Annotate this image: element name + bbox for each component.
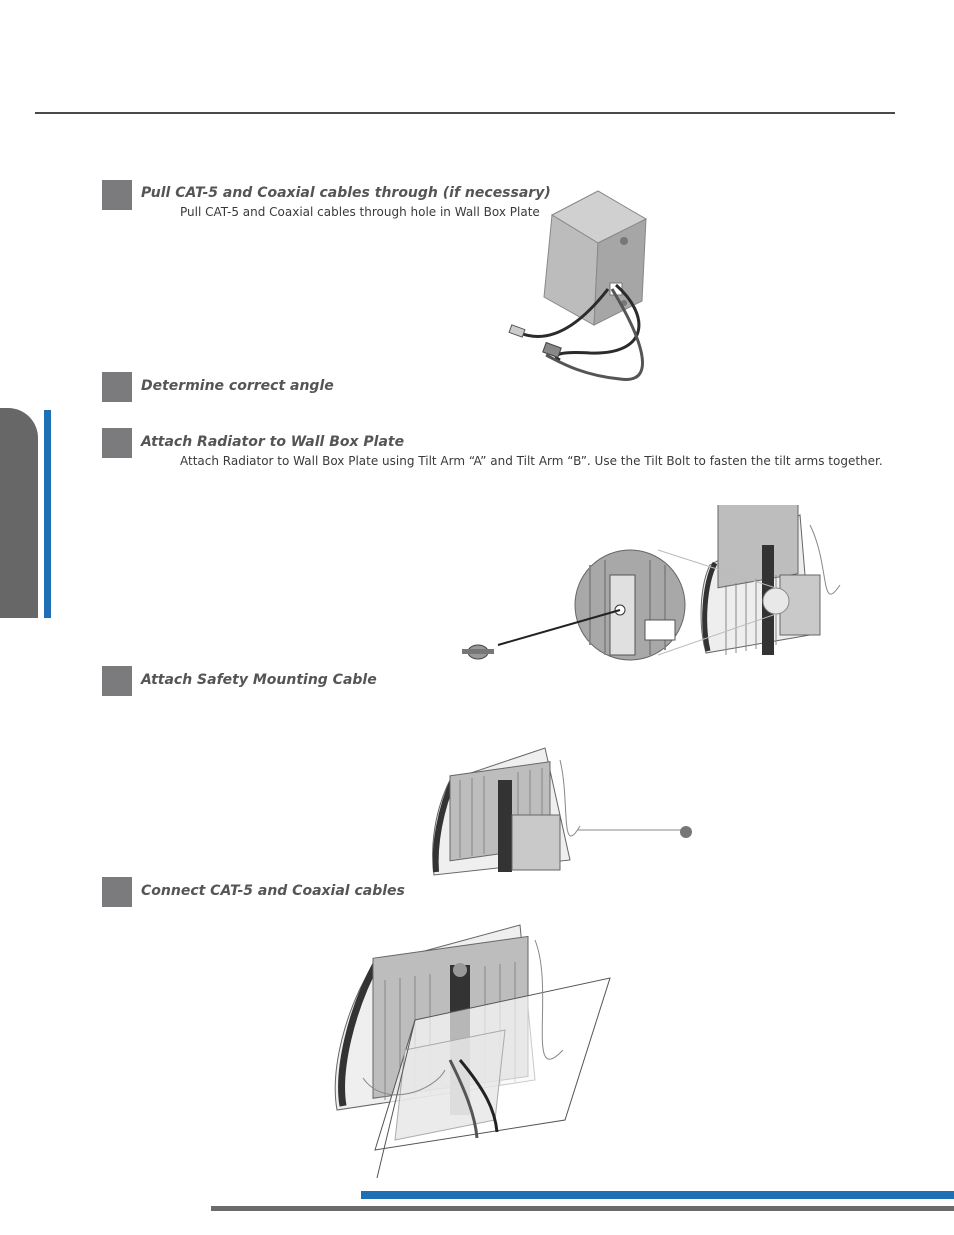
step-1-title: Pull CAT-5 and Coaxial cables through (if necessary) — [141, 185, 551, 201]
step-5-marker — [102, 877, 132, 907]
radiator-tilt-arm-illustration — [450, 505, 860, 670]
step-3-description: Attach Radiator to Wall Box Plate using Tilt Arm “A” and Tilt Arm “B”. Use the Tilt Bolt to fasten the tilt arms together. — [180, 454, 883, 468]
step-5-title: Connect CAT-5 and Coaxial cables — [141, 883, 405, 899]
step-3-title: Attach Radiator to Wall Box Plate — [141, 434, 405, 450]
step-2-title: Determine correct angle — [141, 378, 334, 394]
footer-gray-bar — [211, 1206, 954, 1211]
wall-box-illustration — [500, 185, 660, 385]
step-2-marker — [102, 372, 132, 402]
header-rule — [35, 112, 895, 114]
safety-cable-illustration — [420, 740, 700, 880]
side-tab — [0, 408, 38, 618]
footer-blue-bar — [361, 1191, 954, 1199]
step-1-description: Pull CAT-5 and Coaxial cables through hole in Wall Box Plate — [180, 205, 540, 219]
side-accent-bar — [44, 410, 51, 618]
connect-cables-illustration — [325, 920, 625, 1185]
step-1-marker — [102, 180, 132, 210]
step-4-title: Attach Safety Mounting Cable — [141, 672, 377, 688]
step-4-marker — [102, 666, 132, 696]
step-3-marker — [102, 428, 132, 458]
